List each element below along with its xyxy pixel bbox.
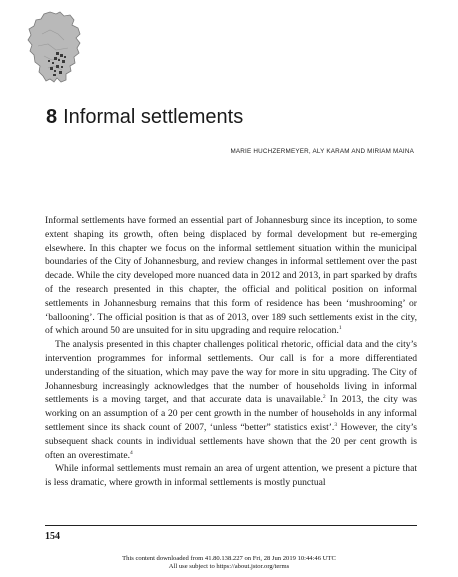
paragraph-text: While informal settlements must remain an area of urgent attention, we present a picture that is less dramatic, where growth in informal settlements is mostly punctual xyxy=(45,463,417,489)
paragraph xyxy=(45,338,417,462)
download-notice-line: This content downloaded from 41.80.138.227 on Fri, 28 Jun 2019 10:44:46 UTC xyxy=(122,555,336,562)
footnote-marker[interactable]: 1 xyxy=(338,325,342,332)
paragraph-text: In 2013, the city was working on an assumption of a 20 per cent growth in the number of households in any informal settlement since its shack count of 2007, ‘unless “better” statistics exist’. xyxy=(45,394,417,433)
paragraph-text: However, the city’s subsequent shack counts in individual settlements have shown that the 20 per cent growth is often an overestimate. xyxy=(45,421,417,461)
footer-divider xyxy=(45,525,417,526)
johannesburg-map-icon xyxy=(20,10,90,88)
chapter-title xyxy=(46,106,243,129)
chapter-number: 8 xyxy=(46,106,58,128)
terms-notice-line: All use subject to https://about.jstor.org/terms xyxy=(168,563,290,570)
footnote-marker[interactable]: 4 xyxy=(129,449,133,456)
paragraph xyxy=(45,462,417,490)
chapter-body xyxy=(45,214,417,490)
paragraph-text: The analysis presented in this chapter challenges political rhetoric, official data and the city’s intervention programmes for informal settlements. Our call is for a more differentiated understanding of the situation, which may pave the way for more in situ upgrading. The City of Johannesburg increasingly acknowledges that the number of households living in informal settlements is a moving target, and that accurate data is unavailable. xyxy=(45,339,417,406)
paragraph xyxy=(45,214,417,338)
footnote-marker[interactable]: 3 xyxy=(334,421,338,428)
download-notice xyxy=(0,555,458,571)
footnote-marker[interactable]: 2 xyxy=(322,394,326,401)
chapter-title-text: Informal settlements xyxy=(63,106,244,128)
page-number: 154 xyxy=(45,531,60,542)
paragraph-text: Informal settlements have formed an essential part of Johannesburg since its inception, to some extent shaping its growth, often being displaced by formal development but re-emerging elsewhere. In this chapter we focus on the informal settlement situation within the municipal boundaries of the City of Johannesburg, and review changes in informal settlement over the past decade. While the city developed more nuanced data in 2012 and 2013, in part sparked by drafts of the research presented in this chapter, the official and political position on informal settlements in Johannesburg remains that this form of residence has been ‘mushrooming’ or ‘ballooning’. The official position is that as of 2013, over 189 such settlements exist in the city, of which around 50 are unsuited for in situ upgrading and require relocation. xyxy=(45,215,417,337)
chapter-authors: MARIE HUCHZERMEYER, ALY KARAM AND MIRIAM MAINA xyxy=(230,148,414,155)
